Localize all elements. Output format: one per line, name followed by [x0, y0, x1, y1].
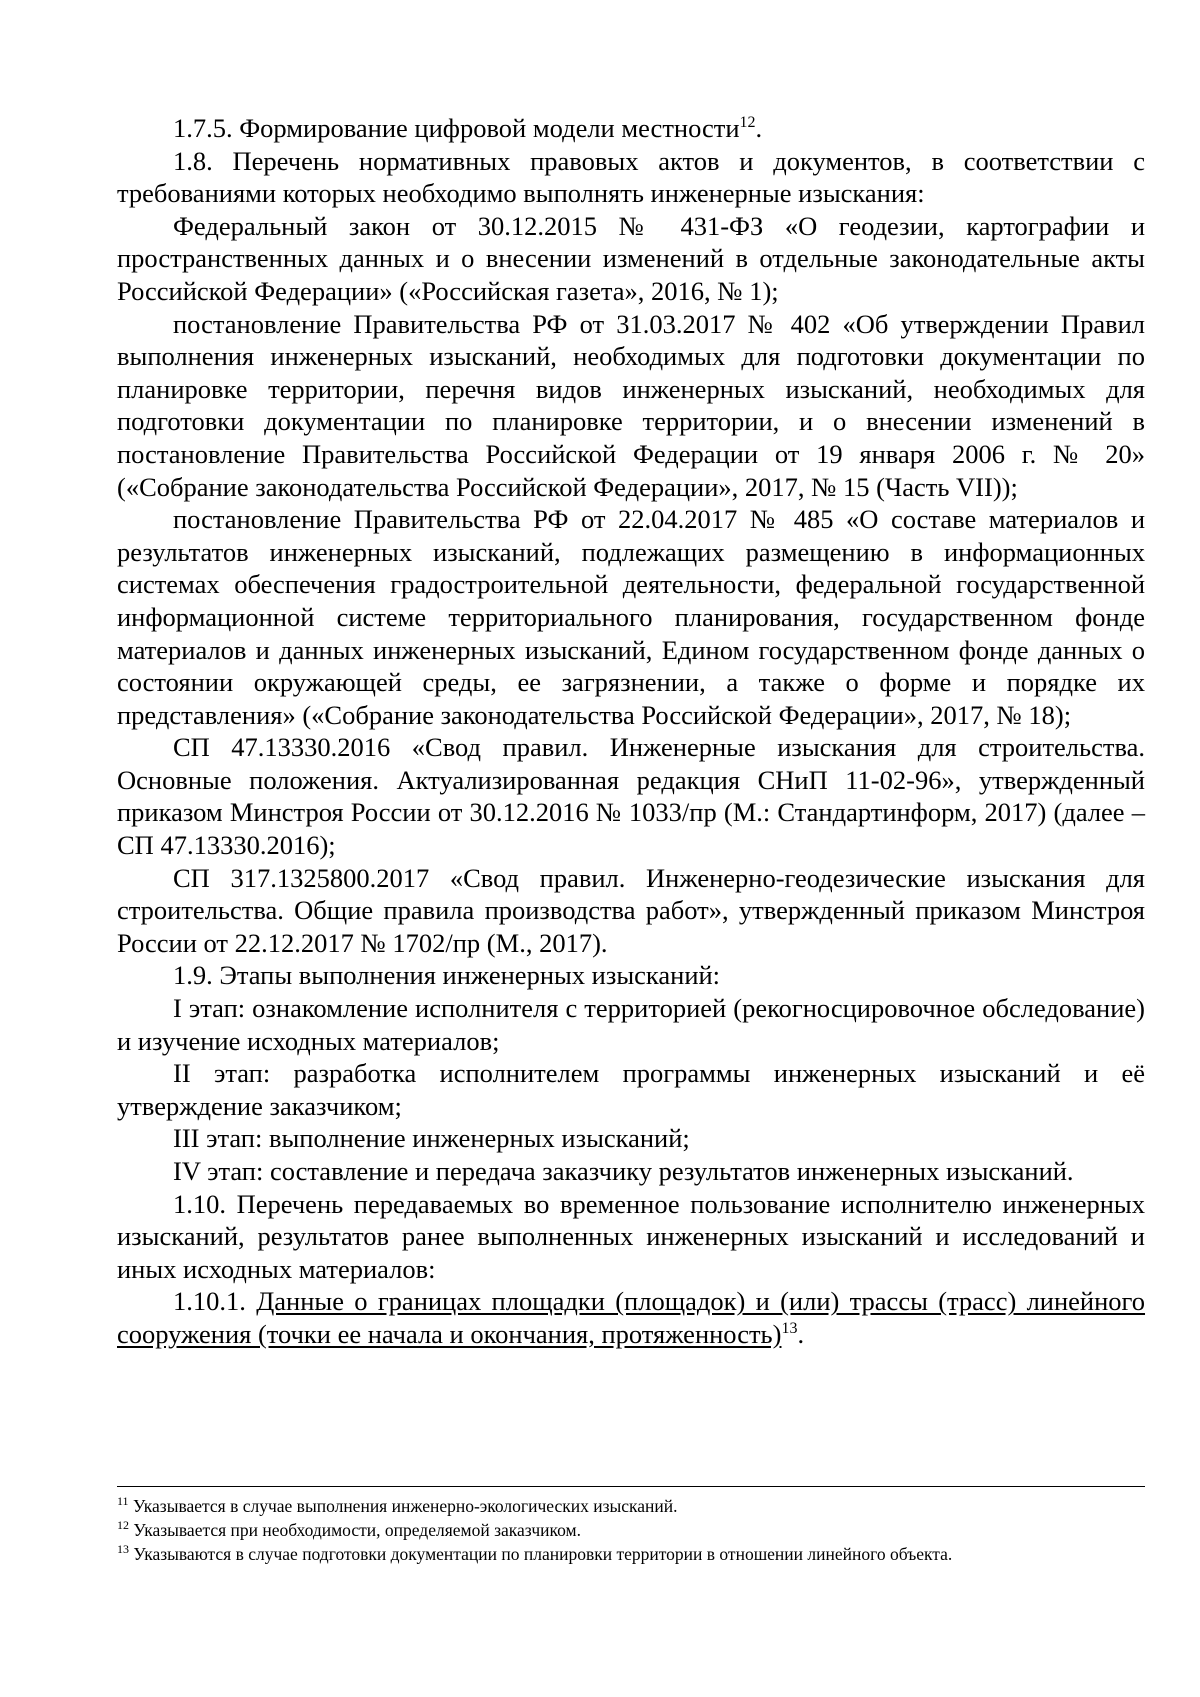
paragraph-stage-3: III этап: выполнение инженерных изысканий; — [173, 1123, 690, 1154]
paragraph-stage-2: II этап: разработка исполнителем программы инженерных изысканий и её утверждение заказчиком; — [117, 1058, 1145, 1121]
footnote-ref: 13 — [781, 1320, 798, 1338]
paragraph-1-9: 1.9. Этапы выполнения инженерных изысканий: — [173, 960, 721, 991]
document-body — [117, 112, 1145, 1351]
paragraph-sp-317: СП 317.1325800.2017 «Свод правил. Инженерно-геодезические изыскания для строительства. Общие правила производства работ», утвержденный приказом Минстроя России от 22.12.2017 № 1702/пр (М., 2017). — [117, 862, 1145, 958]
paragraph-stage-4: IV этап: составление и передача заказчику результатов инженерных изысканий. — [173, 1156, 1074, 1186]
footnote-13 — [117, 1542, 1145, 1566]
paragraph-resolution-402: постановление Правительства РФ от 31.03.2017 № 402 «Об утверждении Правил выполнения инженерных изысканий, необходимых для подготовки документации по планировке территории, перечня видов инженерных изысканий, необходимых для подготовки документации по планировке территории, и о внесении изменений в постановление Правительства Российской Федерации от 19 января 2006 г. № 20» («Собрание законодательства Российской Федерации», 2017, № 15 (Часть VII)); — [117, 308, 1145, 502]
paragraph-tail: . — [755, 113, 763, 143]
paragraph-1-8: 1.8. Перечень нормативных правовых актов и документов, в соответствии с требованиями которых необходимо выполнять инженерные изыскания: — [117, 145, 1145, 209]
underlined-text: Данные о границах площадки (площадок) и (или) трассы (трасс) линейного сооружения (точки ее начала и окончания, протяженность) — [117, 1286, 1146, 1349]
footnote-11 — [117, 1494, 1145, 1518]
footnote-text: Указывается в случае выполнения инженерно-экологических изысканий. — [128, 1496, 678, 1516]
paragraph-1-7-5 — [117, 112, 1145, 145]
paragraph-1-10: 1.10. Перечень передаваемых во временное пользование исполнителю инженерных изысканий, результатов ранее выполненных инженерных изысканий и исследований и иных исходных материалов: — [117, 1188, 1145, 1284]
footnote-number: 11 — [117, 1494, 129, 1509]
paragraph-prefix: 1.10.1. — [173, 1286, 257, 1317]
footnote-12 — [117, 1518, 1145, 1542]
footnote-text: Указывается при необходимости, определяемой заказчиком. — [129, 1520, 581, 1540]
paragraph-stage-1: I этап: ознакомление исполнителя с территорией (рекогносцировочное обследование) и изучение исходных материалов; — [117, 993, 1145, 1056]
paragraph-sp-47: СП 47.13330.2016 «Свод правил. Инженерные изыскания для строительства. Основные положения. Актуализированная редакция СНиП 11-02-96», утвержденный приказом Минстроя России от 30.12.2016 № 1033/пр (М.: Стандартинформ, 2017) (далее – СП 47.13330.2016); — [117, 732, 1145, 861]
paragraph-resolution-485: постановление Правительства РФ от 22.04.2017 № 485 «О составе материалов и результатов инженерных изысканий, подлежащих размещению в информационных системах обеспечения градостроительной деятельности, федеральной государственной информационной системе территориального планирования, государственном фонде материалов и данных инженерных изысканий, Едином государственном фонде данных о состоянии окружающей среды, ее загрязнении, а также о форме и порядке их представления» («Собрание законодательства Российской Федерации», 2017, № 18); — [117, 504, 1145, 730]
footnotes — [117, 1494, 1145, 1566]
footnote-text: Указываются в случае подготовки документации по планировки территории в отношении линейного объекта. — [129, 1544, 953, 1564]
footnote-number: 12 — [117, 1518, 129, 1533]
paragraph-tail: . — [797, 1318, 805, 1349]
footnote-ref: 12 — [739, 114, 756, 132]
footnote-number: 13 — [117, 1542, 129, 1557]
paragraph-1-10-1 — [117, 1285, 1145, 1350]
paragraph-federal-law: Федеральный закон от 30.12.2015 № 431-ФЗ «О геодезии, картографии и пространственных данных и о внесении изменений в отдельные законодательные акты Российской Федерации» («Российская газета», 2016, № 1); — [117, 210, 1145, 306]
paragraph-text: 1.7.5. Формирование цифровой модели местности — [173, 113, 740, 143]
footnote-separator — [117, 1486, 1145, 1487]
